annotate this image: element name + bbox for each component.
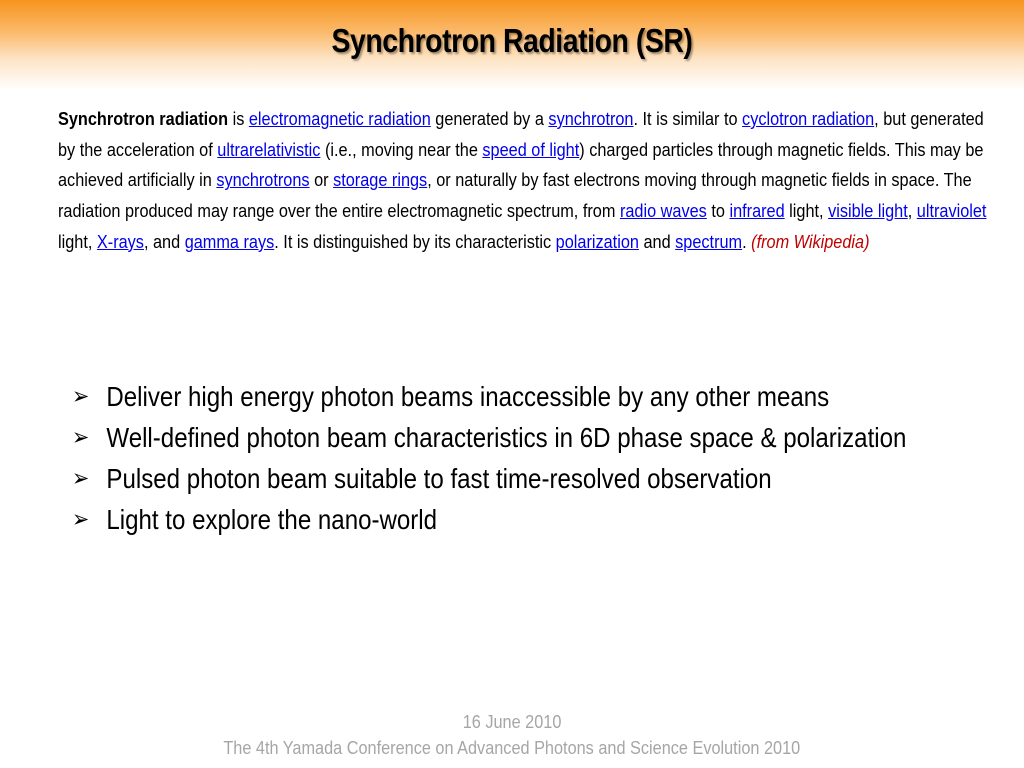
bullet-text: Light to explore the nano-world: [106, 504, 438, 535]
source-note: (from Wikipedia): [751, 230, 870, 252]
bullet-item: [72, 499, 941, 540]
intro-text: light,: [58, 230, 97, 252]
wiki-link[interactable]: electromagnetic radiation: [248, 108, 431, 129]
intro-text: or: [309, 169, 334, 191]
arrow-bullet-icon: ➢: [72, 383, 90, 410]
arrow-bullet-icon: ➢: [72, 506, 90, 533]
intro-text: , or naturally by fast electrons moving through magnetic fields in space. The radiation produced may range over the entire electromagnetic spectrum, from: [58, 169, 972, 222]
intro-text: , but generated by the acceleration of: [58, 108, 984, 160]
intro-text: ,: [907, 200, 917, 222]
intro-text: and: [638, 230, 676, 252]
wiki-link[interactable]: X-rays: [96, 230, 144, 252]
wiki-link[interactable]: gamma rays: [184, 230, 275, 252]
slide-title: Synchrotron Radiation (SR): [331, 22, 693, 59]
intro-text: generated by a: [430, 108, 549, 129]
wiki-link[interactable]: storage rings: [333, 169, 428, 191]
intro-paragraph: [58, 104, 991, 258]
wiki-link[interactable]: synchrotron: [548, 108, 634, 129]
arrow-bullet-icon: ➢: [72, 424, 90, 451]
bullet-item: [72, 417, 941, 458]
wiki-link[interactable]: synchrotrons: [216, 169, 310, 191]
wiki-link[interactable]: infrared: [729, 200, 785, 222]
wiki-link[interactable]: cyclotron radiation: [742, 108, 875, 129]
intro-text: . It is similar to: [633, 108, 743, 129]
wiki-link[interactable]: radio waves: [619, 200, 707, 222]
bullet-text: Pulsed photon beam suitable to fast time-resolved observation: [106, 463, 772, 494]
wiki-link[interactable]: speed of light: [482, 138, 580, 160]
wiki-link[interactable]: ultraviolet: [916, 200, 987, 222]
intro-term: Synchrotron radiation: [58, 108, 229, 129]
bullet-text: Deliver high energy photon beams inaccessible by any other means: [106, 381, 830, 412]
wiki-link[interactable]: ultrarelativistic: [217, 138, 321, 160]
footer-date: 16 June 2010: [462, 711, 562, 732]
bullet-item: [72, 458, 941, 499]
intro-text: ) charged particles through magnetic fields. This may be achieved artificially in: [58, 138, 984, 191]
arrow-bullet-icon: ➢: [72, 465, 90, 492]
footer-conference: The 4th Yamada Conference on Advanced Photons and Science Evolution 2010: [223, 737, 801, 758]
bullet-list: [72, 376, 941, 540]
wiki-link[interactable]: polarization: [555, 230, 639, 252]
intro-text: light,: [784, 200, 829, 222]
intro-text: is: [228, 108, 249, 129]
wiki-link[interactable]: spectrum: [675, 230, 743, 252]
bullet-text: Well-defined photon beam characteristics in 6D phase space & polarization: [106, 422, 907, 453]
intro-text: to: [706, 200, 730, 222]
intro-text: .: [742, 230, 752, 252]
intro-text: . It is distinguished by its characteristic: [274, 230, 556, 252]
bullet-item: [72, 376, 941, 417]
intro-text: , and: [143, 230, 185, 252]
wiki-link[interactable]: visible light: [828, 200, 908, 222]
intro-text: (i.e., moving near the: [320, 138, 483, 160]
